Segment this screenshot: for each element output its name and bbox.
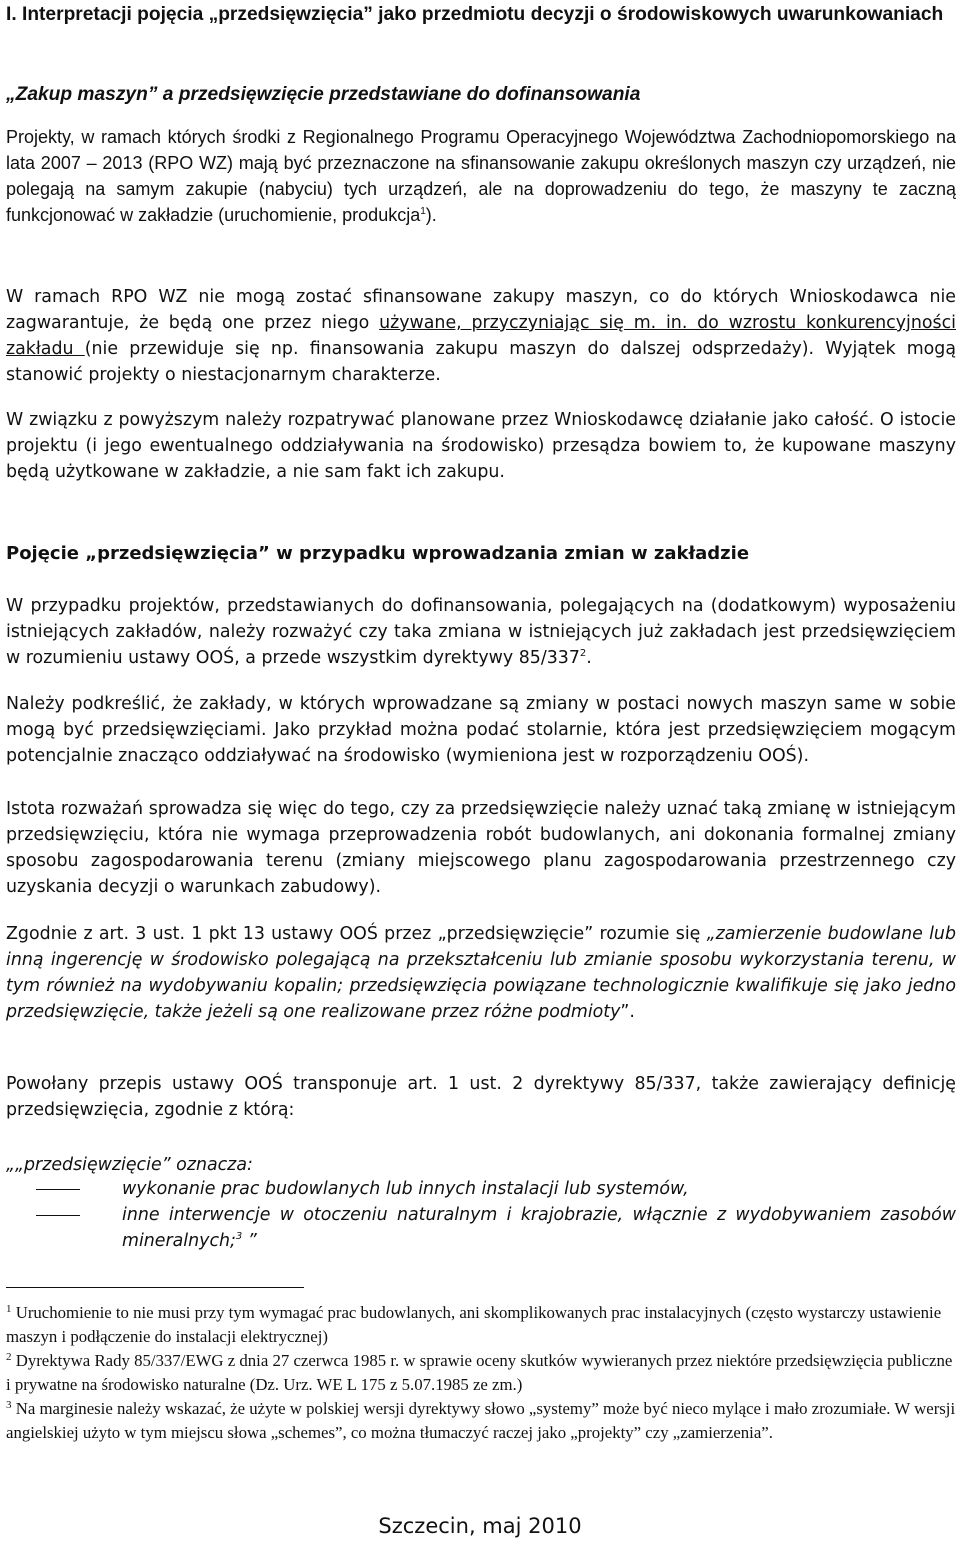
subsection-heading-changes: Pojęcie „przedsięwzięcia” w przypadku wprowadzania zmian w zakładzie xyxy=(6,543,750,564)
paragraph-text: W przypadku projektów, przedstawianych do dofinansowania, polegających na (dodatkowym) wyposażeniu istniejących zakładów, należy rozważyć czy taka zmiana w istniejących już zakładach jest przedsięwzięciem w rozumieniu ustawy OOŚ, a przede wszystkim dyrektywy 85/337 xyxy=(6,596,956,668)
underlined-text: używane, przyczyniając się m. in. do wzrostu konkurencyjności zakładu xyxy=(6,313,956,359)
closing-quote: ” xyxy=(242,1231,257,1251)
footnote-number: 3 xyxy=(6,1399,12,1411)
paragraph-plants: Należy podkreślić, że zakłady, w których wprowadzane są zmiany w postaci nowych maszyn same w sobie mogą być przedsięwzięciami. Jako przykład można podać stolarnie, która jest przedsięwzięciem mogącym potencjalnie znacząco oddziaływać na środowisko (wymieniona jest w rozporządzeniu OOŚ). xyxy=(6,694,956,766)
quote-heading: „„przedsięwzięcie” oznacza: xyxy=(6,1155,253,1175)
paragraph-text: W ramach RPO WZ nie mogą zostać sfinansowane zakupy maszyn, co do których Wnioskodawca nie zagwarantuje, że będą one przez niego xyxy=(6,287,956,333)
list-item xyxy=(6,1202,956,1254)
paragraph-equipment xyxy=(6,593,956,671)
dash-bullet-icon xyxy=(36,1215,80,1216)
section-heading: I. Interpretacji pojęcia „przedsięwzięcia” jako przedmiotu decyzji o środowiskowych uwarunkowaniach xyxy=(6,4,944,25)
paragraph-essence: Istota rozważań sprowadza się więc do tego, czy za przedsięwzięcie należy uznać taką zmianę w istniejącym przedsięwzięciu, która nie wymaga przeprowadzenia robót budowlanych, ani dokonania formalnej zmiany sposobu zagospodarowania terenu (zmiany miejscowego planu zagospodarowania przestrzennego czy uzyskania decyzji o warunkach zabudowy). xyxy=(6,799,956,897)
paragraph-end: ”. xyxy=(620,1002,635,1022)
paragraph-projects xyxy=(6,124,956,228)
list-item xyxy=(6,1176,956,1202)
dash-bullet-icon xyxy=(36,1189,80,1190)
footnote-3 xyxy=(6,1397,956,1445)
footnote-number: 1 xyxy=(6,1303,12,1315)
footnote-number: 2 xyxy=(6,1351,12,1363)
footnote-text: Na marginesie należy wskazać, że użyte w polskiej wersji dyrektywy słowo „systemy” może być nieco mylące i mało zrozumiałe. W wersji angielskiej użyto w tym miejscu słowa „schemes”, co można tłumaczyć raczej jako „projekty” czy „zamierzenia”. xyxy=(6,1399,956,1442)
paragraph-rpo-restrictions xyxy=(6,284,956,388)
footnote-ref-3: 3 xyxy=(235,1231,243,1242)
subsection-heading: „Zakup maszyn” a przedsięwzięcie przedstawiane do dofinansowania xyxy=(6,84,641,105)
paragraph-text: (nie przewiduje się np. finansowania zakupu maszyn do dalszej odsprzedaży). Wyjątek mogą stanowić projekty o niestacjonarnym charakterze. xyxy=(6,339,956,385)
paragraph-end: . xyxy=(586,648,592,668)
quoted-definition: „zamierzenie budowlane lub inną ingerencję w środowisko polegającą na przekształceniu lub zmianie sposobu wykorzystania terenu, w tym również na wydobywaniu kopalin; przedsięwzięcia powiązane technologicznie kwalifikuje się jako jedno przedsięwzięcie, także jeżeli są one realizowane przez różne podmioty xyxy=(6,924,956,1022)
list-item-body: inne interwencje w otoczeniu naturalnym i krajobrazie, włącznie z wydobywaniem zasobów mineralnych; xyxy=(122,1205,956,1251)
footnote-1 xyxy=(6,1301,956,1349)
footnote-ref-2: 2 xyxy=(579,648,587,659)
list-item-text xyxy=(122,1202,956,1254)
page-footer: Szczecin, maj 2010 xyxy=(378,1514,582,1538)
paragraph-text: Zgodnie z art. 3 ust. 1 pkt 13 ustawy OOŚ przez „przedsięwzięcie” rozumie się xyxy=(6,924,707,944)
paragraph-transposition: Powołany przepis ustawy OOŚ transponuje art. 1 ust. 2 dyrektywy 85/337, także zawierający definicję przedsięwzięcia, zgodnie z którą: xyxy=(6,1074,956,1120)
footnote-ref-1: 1 xyxy=(420,206,426,217)
footnote-text: Dyrektywa Rady 85/337/EWG z dnia 27 czerwca 1985 r. w sprawie oceny skutków wywieranych przez niektóre przedsięwzięcia publiczne i prywatne na środowisko naturalne (Dz. Urz. WE L 175 z 5.07.1985 ze zm.) xyxy=(6,1351,953,1394)
paragraph-whole-project: W związku z powyższym należy rozpatrywać planowane przez Wnioskodawcę działanie jako całość. O istocie projektu (i jego ewentualnego oddziaływania na środowisko) przesądza bowiem to, że kupowane maszyny będą użytkowane w zakładzie, a nie sam fakt ich zakupu. xyxy=(6,410,956,482)
list-item-text: wykonanie prac budowlanych lub innych instalacji lub systemów, xyxy=(122,1179,689,1199)
footnote-separator xyxy=(6,1287,304,1288)
paragraph-text: Projekty, w ramach których środki z Regionalnego Programu Operacyjnego Województwa Zachodniopomorskiego na lata 2007 – 2013 (RPO WZ) mają być przeznaczone na sfinansowanie zakupu określonych maszyn czy urządzeń, nie polegają na samym zakupie (nabyciu) tych urządzeń, ale na doprowadzeniu do tego, że maszyny te zaczną funkcjonować w zakładzie (uruchomienie, produkcja xyxy=(6,127,956,225)
paragraph-definition xyxy=(6,921,956,1025)
footnote-2 xyxy=(6,1349,956,1397)
footnote-text: Uruchomienie to nie musi przy tym wymagać prac budowlanych, ani skomplikowanych prac instalacyjnych (często wystarczy ustawienie maszyn i podłączenie do instalacji elektrycznej) xyxy=(6,1303,942,1346)
paragraph-end: ). xyxy=(425,205,437,225)
